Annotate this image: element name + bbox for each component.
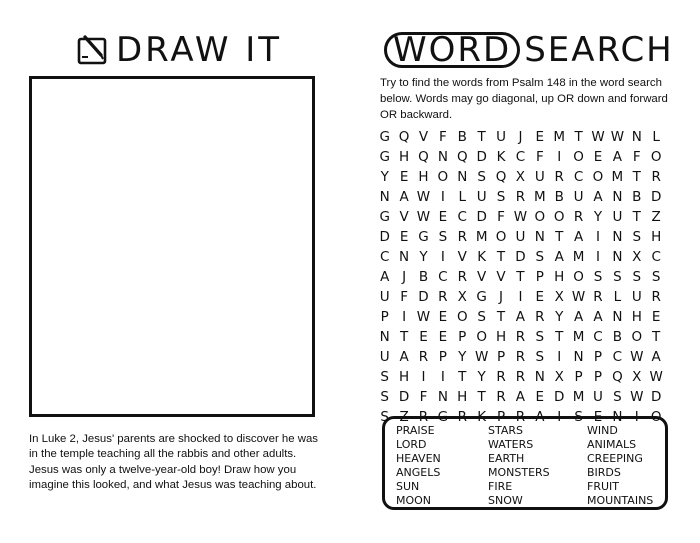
grid-letter[interactable]: U bbox=[573, 189, 584, 205]
grid-row bbox=[375, 307, 666, 327]
grid-letter[interactable]: D bbox=[650, 189, 662, 205]
grid-letter[interactable]: Q bbox=[418, 149, 429, 165]
grid-letter[interactable]: E bbox=[593, 149, 603, 165]
grid-letter[interactable]: O bbox=[650, 149, 662, 165]
grid-letter[interactable]: W bbox=[513, 209, 528, 225]
grid-letter[interactable]: R bbox=[457, 269, 467, 285]
grid-letter[interactable]: X bbox=[554, 369, 564, 385]
search-title: SEARCH bbox=[524, 30, 674, 70]
grid-letter[interactable]: O bbox=[534, 209, 546, 225]
grid-letter[interactable]: G bbox=[437, 409, 449, 425]
word-list-item: LORD bbox=[396, 438, 427, 451]
grid-letter[interactable]: O bbox=[495, 229, 507, 245]
grid-letter[interactable]: N bbox=[379, 189, 390, 205]
grid-row bbox=[375, 247, 666, 267]
grid-letter[interactable]: B bbox=[612, 329, 623, 345]
grid-letter[interactable]: H bbox=[631, 309, 642, 325]
grid-letter[interactable]: U bbox=[612, 209, 623, 225]
grid-letter[interactable]: I bbox=[440, 369, 445, 385]
grid-row bbox=[375, 267, 666, 287]
grid-letter[interactable]: K bbox=[477, 409, 487, 425]
grid-letter[interactable]: M bbox=[572, 249, 585, 265]
grid-letter[interactable]: R bbox=[418, 409, 429, 425]
word-list-item: MOON bbox=[396, 494, 432, 507]
grid-letter[interactable]: I bbox=[440, 249, 445, 265]
grid-letter[interactable]: E bbox=[535, 289, 545, 305]
grid-letter[interactable]: P bbox=[593, 369, 603, 385]
grid-letter[interactable]: C bbox=[457, 209, 467, 225]
grid-letter[interactable]: R bbox=[593, 289, 603, 305]
grid-letter[interactable]: T bbox=[555, 329, 564, 345]
grid-letter[interactable]: Y bbox=[458, 349, 467, 365]
grid-letter[interactable]: T bbox=[399, 329, 409, 345]
grid-letter[interactable]: U bbox=[379, 349, 390, 365]
grid-letter[interactable]: R bbox=[457, 409, 467, 425]
grid-letter[interactable]: S bbox=[632, 269, 642, 285]
grid-letter[interactable]: Y bbox=[555, 309, 564, 325]
grid-letter[interactable]: D bbox=[650, 389, 662, 405]
grid-letter[interactable]: S bbox=[535, 349, 545, 365]
grid-letter[interactable]: I bbox=[557, 409, 562, 425]
grid-letter[interactable]: H bbox=[399, 149, 410, 165]
grid-letter[interactable]: N bbox=[573, 349, 584, 365]
grid-letter[interactable]: B bbox=[632, 189, 642, 205]
grid-letter[interactable]: W bbox=[416, 309, 431, 325]
grid-row bbox=[375, 207, 666, 227]
grid-row bbox=[375, 387, 666, 407]
grid-letter[interactable]: R bbox=[418, 349, 429, 365]
grid-letter[interactable]: X bbox=[457, 289, 467, 305]
grid-letter[interactable]: U bbox=[496, 129, 506, 145]
grid-letter[interactable]: Y bbox=[419, 249, 428, 265]
grid-letter[interactable]: S bbox=[477, 309, 486, 325]
grid-letter[interactable]: T bbox=[632, 209, 641, 225]
grid-letter[interactable]: F bbox=[535, 149, 544, 165]
grid-letter[interactable]: O bbox=[553, 209, 565, 225]
grid-letter[interactable]: U bbox=[379, 289, 390, 305]
grid-letter[interactable]: F bbox=[497, 209, 505, 225]
grid-letter[interactable]: G bbox=[476, 289, 487, 305]
word-list-item: STARS bbox=[488, 424, 523, 437]
grid-row bbox=[375, 367, 666, 387]
grid-letter[interactable]: N bbox=[437, 389, 448, 405]
grid-letter[interactable]: H bbox=[418, 169, 429, 185]
grid-letter[interactable]: L bbox=[613, 289, 622, 305]
word-list-box bbox=[382, 416, 668, 510]
grid-letter[interactable]: L bbox=[458, 189, 467, 205]
grid-letter[interactable]: E bbox=[593, 409, 603, 425]
grid-letter[interactable]: O bbox=[592, 169, 604, 185]
grid-letter[interactable]: W bbox=[630, 349, 644, 365]
grid-letter[interactable]: W bbox=[610, 129, 625, 145]
grid-letter[interactable]: R bbox=[651, 289, 661, 305]
grid-letter[interactable]: P bbox=[380, 309, 389, 325]
grid-letter[interactable]: I bbox=[596, 229, 600, 245]
grid-letter[interactable]: H bbox=[399, 369, 410, 385]
grid-letter[interactable]: H bbox=[554, 269, 565, 285]
grid-letter[interactable]: A bbox=[515, 389, 526, 405]
grid-letter[interactable]: Y bbox=[477, 369, 486, 385]
grid-letter[interactable]: F bbox=[632, 149, 641, 165]
grid-letter[interactable]: W bbox=[649, 369, 663, 385]
grid-letter[interactable]: F bbox=[438, 129, 447, 145]
grid-letter[interactable]: M bbox=[572, 329, 585, 345]
grid-letter[interactable]: J bbox=[518, 129, 523, 145]
grid-row bbox=[375, 167, 666, 187]
grid-letter[interactable]: C bbox=[379, 249, 390, 265]
grid-letter[interactable]: R bbox=[515, 349, 526, 365]
word-list-item: WATERS bbox=[488, 438, 534, 451]
grid-letter[interactable]: Y bbox=[380, 169, 389, 185]
grid-letter[interactable]: N bbox=[534, 369, 545, 385]
grid-letter[interactable]: V bbox=[457, 249, 467, 265]
grid-letter[interactable]: R bbox=[457, 229, 467, 245]
grid-letter[interactable]: N bbox=[534, 229, 545, 245]
grid-letter[interactable]: G bbox=[379, 209, 390, 225]
grid-letter[interactable]: M bbox=[572, 389, 585, 405]
grid-letter[interactable]: A bbox=[515, 309, 526, 325]
grid-letter[interactable]: B bbox=[418, 269, 429, 285]
word-list-column-1 bbox=[396, 424, 441, 508]
word-title: WORD bbox=[393, 30, 512, 70]
grid-letter[interactable]: W bbox=[571, 289, 586, 305]
grid-letter[interactable]: E bbox=[438, 329, 448, 345]
grid-letter[interactable]: U bbox=[476, 189, 487, 205]
grid-letter[interactable]: E bbox=[535, 129, 545, 145]
grid-letter[interactable]: O bbox=[476, 329, 487, 345]
grid-letter[interactable]: S bbox=[535, 329, 545, 345]
grid-letter[interactable]: S bbox=[632, 229, 642, 245]
grid-letter[interactable]: D bbox=[398, 389, 410, 405]
grid-letter[interactable]: P bbox=[458, 329, 467, 345]
word-list-item: ANGELS bbox=[396, 466, 441, 479]
word-list-item: SUN bbox=[396, 480, 420, 493]
grid-letter[interactable]: N bbox=[437, 149, 448, 165]
grid-letter[interactable]: S bbox=[380, 389, 389, 405]
grid-letter[interactable]: Q bbox=[456, 149, 468, 165]
grid-letter[interactable]: D bbox=[515, 249, 526, 265]
grid-letter[interactable]: D bbox=[554, 389, 565, 405]
grid-letter[interactable]: U bbox=[515, 229, 526, 245]
grid-letter[interactable]: V bbox=[496, 269, 506, 285]
grid-letter[interactable]: S bbox=[593, 269, 603, 285]
grid-letter[interactable]: N bbox=[612, 249, 623, 265]
grid-letter[interactable]: M bbox=[475, 229, 488, 245]
word-title-pill bbox=[384, 32, 520, 68]
grid-letter[interactable]: E bbox=[399, 229, 409, 245]
draw-it-header bbox=[76, 30, 282, 70]
grid-letter[interactable]: E bbox=[419, 329, 428, 345]
grid-letter[interactable]: P bbox=[574, 369, 583, 385]
grid-letter[interactable]: W bbox=[591, 129, 605, 145]
grid-letter[interactable]: I bbox=[421, 369, 426, 385]
grid-letter[interactable]: C bbox=[651, 249, 661, 265]
word-list-item: MOUNTAINS bbox=[587, 494, 654, 507]
grid-letter[interactable]: X bbox=[632, 369, 642, 385]
grid-letter[interactable]: W bbox=[474, 349, 489, 365]
grid-letter[interactable]: A bbox=[399, 189, 409, 205]
grid-row bbox=[375, 187, 666, 207]
grid-letter[interactable]: D bbox=[379, 229, 390, 245]
grid-letter[interactable]: S bbox=[438, 229, 448, 245]
grid-letter[interactable]: T bbox=[574, 129, 583, 145]
grid-letter[interactable]: O bbox=[437, 169, 449, 185]
grid-letter[interactable]: F bbox=[400, 289, 408, 305]
grid-letter[interactable]: R bbox=[515, 329, 526, 345]
grid-letter[interactable]: N bbox=[612, 229, 623, 245]
grid-letter[interactable]: A bbox=[593, 309, 603, 325]
grid-letter[interactable]: S bbox=[651, 269, 661, 285]
grid-letter[interactable]: E bbox=[651, 309, 661, 325]
grid-letter[interactable]: T bbox=[632, 169, 641, 185]
grid-letter[interactable]: D bbox=[418, 289, 429, 305]
grid-letter[interactable]: P bbox=[496, 409, 506, 425]
grid-letter[interactable]: T bbox=[477, 389, 486, 405]
grid-letter[interactable]: I bbox=[402, 309, 407, 325]
grid-row bbox=[375, 127, 666, 147]
grid-letter[interactable]: N bbox=[399, 249, 410, 265]
grid-letter[interactable]: O bbox=[456, 309, 468, 325]
grid-letter[interactable]: S bbox=[380, 409, 389, 425]
word-list-item: PRAISE bbox=[396, 424, 435, 437]
word-list-item: EARTH bbox=[488, 452, 525, 465]
word-search-header bbox=[384, 28, 674, 72]
grid-letter[interactable]: F bbox=[419, 389, 428, 405]
grid-letter[interactable]: Y bbox=[593, 209, 603, 225]
grid-letter[interactable]: S bbox=[574, 409, 583, 425]
grid-letter[interactable]: V bbox=[399, 209, 409, 225]
grid-letter[interactable]: S bbox=[496, 189, 506, 205]
word-list-column-3 bbox=[587, 424, 653, 508]
letter-grid[interactable] bbox=[375, 127, 666, 427]
grid-letter[interactable]: Q bbox=[612, 369, 623, 385]
grid-letter[interactable]: S bbox=[380, 369, 389, 385]
grid-letter[interactable]: I bbox=[518, 289, 523, 305]
grid-letter[interactable]: R bbox=[573, 209, 584, 225]
grid-letter[interactable]: X bbox=[632, 249, 642, 265]
grid-letter[interactable]: V bbox=[418, 129, 429, 145]
grid-letter[interactable]: R bbox=[515, 189, 526, 205]
grid-letter[interactable]: R bbox=[496, 389, 506, 405]
grid-letter[interactable]: A bbox=[554, 249, 564, 265]
drawing-area[interactable] bbox=[29, 76, 315, 417]
pencil-box-icon bbox=[76, 33, 110, 67]
grid-letter[interactable]: M bbox=[533, 189, 546, 205]
grid-letter[interactable]: G bbox=[379, 149, 390, 165]
grid-letter[interactable]: S bbox=[613, 269, 622, 285]
grid-letter[interactable]: C bbox=[612, 349, 623, 365]
word-list-column-2 bbox=[488, 424, 550, 508]
grid-letter[interactable]: C bbox=[593, 329, 603, 345]
draw-instructions: In Luke 2, Jesus' parents are shocked to discover he was in the temple teaching all the rabbis and other adults. Jesus was only a twelve-year-old boy! Draw how you imagine this looked, and what Jesus was teaching about. bbox=[29, 433, 318, 492]
grid-letter[interactable]: T bbox=[496, 249, 506, 265]
grid-letter[interactable]: P bbox=[593, 349, 603, 365]
grid-letter[interactable]: M bbox=[611, 169, 624, 185]
grid-letter[interactable]: S bbox=[477, 169, 486, 185]
grid-letter[interactable]: O bbox=[631, 329, 643, 345]
word-list-item: FRUIT bbox=[587, 480, 619, 493]
grid-letter[interactable]: B bbox=[457, 129, 467, 145]
grid-letter[interactable]: E bbox=[399, 169, 409, 185]
grid-letter[interactable]: X bbox=[515, 169, 526, 185]
grid-letter[interactable]: D bbox=[476, 209, 487, 225]
grid-row bbox=[375, 347, 666, 367]
grid-letter[interactable]: T bbox=[458, 369, 467, 385]
grid-letter[interactable]: K bbox=[496, 149, 506, 165]
grid-letter[interactable]: I bbox=[557, 349, 562, 365]
grid-letter[interactable]: T bbox=[496, 309, 506, 325]
word-list-item: MONSTERS bbox=[488, 466, 550, 479]
grid-letter[interactable]: R bbox=[438, 289, 448, 305]
grid-letter[interactable]: A bbox=[573, 229, 584, 245]
grid-letter[interactable]: I bbox=[557, 149, 562, 165]
grid-letter[interactable]: W bbox=[416, 209, 431, 225]
grid-letter[interactable]: N bbox=[631, 129, 642, 145]
grid-row bbox=[375, 287, 666, 307]
grid-letter[interactable]: B bbox=[554, 189, 564, 205]
grid-letter[interactable]: A bbox=[573, 309, 584, 325]
word-search-intro: Try to find the words from Psalm 148 in the word search below. Words may go diagonal, up OR down and forward OR backward. bbox=[380, 77, 668, 121]
grid-letter[interactable]: R bbox=[515, 409, 526, 425]
grid-letter[interactable]: O bbox=[573, 149, 584, 165]
grid-letter[interactable]: Q bbox=[495, 169, 507, 185]
grid-letter[interactable]: U bbox=[593, 389, 603, 405]
grid-letter[interactable]: S bbox=[613, 389, 622, 405]
grid-letter[interactable]: V bbox=[477, 269, 487, 285]
word-list-item: CREEPING bbox=[587, 452, 643, 465]
grid-letter[interactable]: G bbox=[379, 129, 390, 145]
grid-letter[interactable]: A bbox=[535, 409, 545, 425]
grid-letter[interactable]: U bbox=[534, 169, 545, 185]
grid-letter[interactable]: T bbox=[516, 269, 525, 285]
grid-letter[interactable]: I bbox=[440, 189, 445, 205]
grid-letter[interactable]: X bbox=[554, 289, 564, 305]
grid-letter[interactable]: I bbox=[634, 409, 639, 425]
grid-letter[interactable]: T bbox=[555, 229, 564, 245]
grid-letter[interactable]: C bbox=[573, 169, 584, 185]
grid-row bbox=[375, 227, 666, 247]
grid-letter[interactable]: E bbox=[438, 309, 448, 325]
grid-letter[interactable]: P bbox=[535, 269, 544, 285]
word-list-item: FIRE bbox=[488, 480, 513, 493]
grid-letter[interactable]: Z bbox=[651, 209, 661, 225]
grid-letter[interactable]: E bbox=[438, 209, 448, 225]
grid-letter[interactable]: A bbox=[399, 349, 409, 365]
grid-letter[interactable]: R bbox=[496, 369, 506, 385]
word-list-item: HEAVEN bbox=[396, 452, 441, 465]
grid-letter[interactable]: R bbox=[554, 169, 564, 185]
draw-it-title: DRAW IT bbox=[116, 30, 283, 70]
grid-letter[interactable]: D bbox=[476, 149, 487, 165]
grid-letter[interactable]: H bbox=[651, 229, 662, 245]
grid-letter[interactable]: Z bbox=[399, 409, 409, 425]
grid-letter[interactable]: N bbox=[612, 189, 623, 205]
grid-row bbox=[375, 147, 666, 167]
word-list-item: WIND bbox=[587, 424, 618, 437]
grid-letter[interactable]: A bbox=[612, 149, 622, 165]
grid-letter[interactable]: G bbox=[418, 229, 429, 245]
grid-letter[interactable]: I bbox=[596, 249, 600, 265]
grid-letter[interactable]: A bbox=[651, 349, 661, 365]
grid-letter[interactable]: J bbox=[499, 289, 504, 305]
grid-letter[interactable]: C bbox=[515, 149, 526, 165]
grid-letter[interactable]: P bbox=[496, 349, 506, 365]
grid-letter[interactable]: R bbox=[515, 369, 526, 385]
grid-letter[interactable]: N bbox=[612, 409, 623, 425]
grid-letter[interactable]: W bbox=[630, 389, 644, 405]
grid-letter[interactable]: K bbox=[477, 249, 487, 265]
grid-row bbox=[375, 327, 666, 347]
grid-letter[interactable]: N bbox=[612, 309, 623, 325]
grid-letter[interactable]: L bbox=[652, 129, 660, 145]
grid-letter[interactable]: N bbox=[379, 329, 390, 345]
grid-letter[interactable]: W bbox=[416, 189, 431, 205]
grid-letter[interactable]: J bbox=[402, 269, 407, 285]
word-list-item: BIRDS bbox=[587, 466, 621, 479]
grid-letter[interactable]: C bbox=[438, 269, 448, 285]
grid-letter[interactable]: T bbox=[652, 329, 661, 345]
grid-letter[interactable]: M bbox=[553, 129, 566, 145]
grid-letter[interactable]: R bbox=[535, 309, 545, 325]
grid-letter[interactable]: Q bbox=[398, 129, 410, 145]
grid-letter[interactable]: O bbox=[650, 409, 662, 425]
grid-letter[interactable]: H bbox=[457, 389, 468, 405]
grid-letter[interactable]: P bbox=[438, 349, 447, 365]
grid-letter[interactable]: R bbox=[651, 169, 661, 185]
grid-letter[interactable]: O bbox=[573, 269, 584, 285]
grid-letter[interactable]: U bbox=[631, 289, 642, 305]
grid-letter[interactable]: E bbox=[535, 389, 545, 405]
grid-letter[interactable]: A bbox=[380, 269, 390, 285]
grid-letter[interactable]: N bbox=[457, 169, 468, 185]
grid-letter[interactable]: T bbox=[477, 129, 486, 145]
grid-letter[interactable]: A bbox=[593, 189, 603, 205]
grid-letter[interactable]: S bbox=[535, 249, 545, 265]
word-list-item: ANIMALS bbox=[587, 438, 637, 451]
grid-letter[interactable]: H bbox=[495, 329, 507, 345]
word-list-item: SNOW bbox=[488, 494, 523, 507]
